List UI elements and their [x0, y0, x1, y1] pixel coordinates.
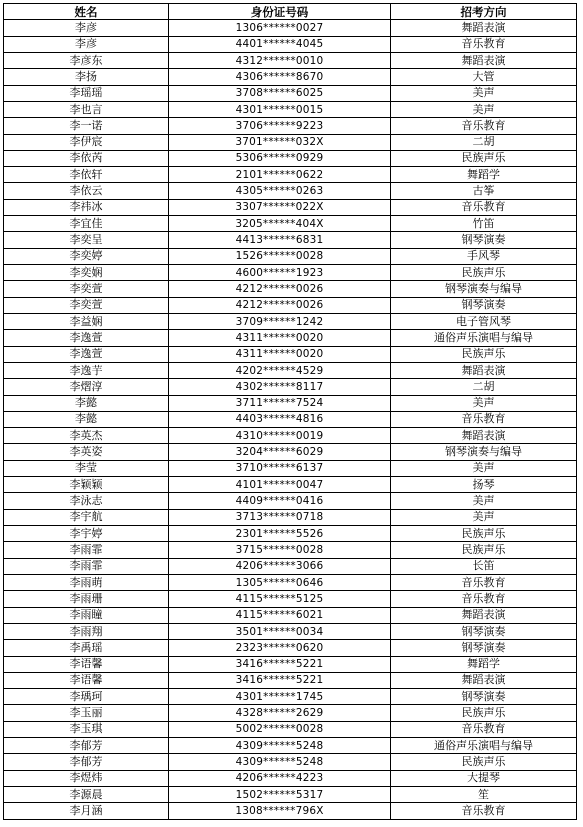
cell-id[interactable]: 3205******404X	[169, 216, 391, 232]
cell-name[interactable]: 李奕婷	[4, 248, 169, 264]
cell-name[interactable]: 李一诺	[4, 118, 169, 134]
cell-direction[interactable]: 舞蹈学	[391, 656, 577, 672]
table-row	[4, 656, 577, 672]
cell-direction[interactable]: 舞蹈表演	[391, 20, 577, 36]
cell-name[interactable]: 李依芮	[4, 150, 169, 166]
cell-id[interactable]: 3715******0028	[169, 542, 391, 558]
cell-name[interactable]: 李郁芳	[4, 738, 169, 754]
cell-id[interactable]: 4600******1923	[169, 265, 391, 281]
cell-name[interactable]: 李雨瞳	[4, 607, 169, 623]
cell-name[interactable]: 李懿	[4, 395, 169, 411]
cell-name[interactable]: 李语馨	[4, 656, 169, 672]
cell-name[interactable]: 李玉丽	[4, 705, 169, 721]
cell-name[interactable]: 李瑶瑶	[4, 85, 169, 101]
table-row	[4, 20, 577, 36]
table-row	[4, 330, 577, 346]
cell-name[interactable]: 李玉琪	[4, 721, 169, 737]
cell-name[interactable]: 李奕萱	[4, 281, 169, 297]
cell-id[interactable]: 3701******032X	[169, 134, 391, 150]
table-row	[4, 754, 577, 770]
cell-name[interactable]: 李月涵	[4, 803, 169, 819]
table-row	[4, 281, 577, 297]
cell-direction[interactable]: 音乐教育	[391, 574, 577, 590]
table-row	[4, 199, 577, 215]
table-row	[4, 36, 577, 52]
cell-direction[interactable]: 音乐教育	[391, 36, 577, 52]
cell-direction[interactable]: 民族声乐	[391, 754, 577, 770]
cell-id[interactable]: 4309******5248	[169, 754, 391, 770]
cell-direction[interactable]: 二胡	[391, 134, 577, 150]
cell-id[interactable]: 4115******6021	[169, 607, 391, 623]
table-row	[4, 803, 577, 819]
table-row	[4, 265, 577, 281]
cell-id[interactable]: 4309******5248	[169, 738, 391, 754]
cell-name[interactable]: 李逸萱	[4, 346, 169, 362]
table-row	[4, 526, 577, 542]
cell-name[interactable]: 李熠淳	[4, 379, 169, 395]
cell-name[interactable]: 李逸萱	[4, 330, 169, 346]
table-row	[4, 183, 577, 199]
cell-name[interactable]: 李宇航	[4, 509, 169, 525]
cell-direction[interactable]: 民族声乐	[391, 265, 577, 281]
cell-direction[interactable]: 钢琴演奏	[391, 623, 577, 639]
cell-name[interactable]: 李泳志	[4, 493, 169, 509]
cell-id[interactable]: 5306******0929	[169, 150, 391, 166]
cell-direction[interactable]: 音乐教育	[391, 803, 577, 819]
cell-name[interactable]: 李雨萌	[4, 574, 169, 590]
cell-direction[interactable]: 舞蹈学	[391, 167, 577, 183]
header-direction[interactable]: 招考方向	[391, 4, 577, 20]
cell-direction[interactable]: 钢琴演奏与编导	[391, 444, 577, 460]
cell-direction[interactable]: 音乐教育	[391, 199, 577, 215]
cell-name[interactable]: 李禹瑶	[4, 640, 169, 656]
table-row	[4, 787, 577, 803]
table-row	[4, 428, 577, 444]
cell-id[interactable]: 3710******6137	[169, 460, 391, 476]
cell-id[interactable]: 4409******0416	[169, 493, 391, 509]
table-row	[4, 297, 577, 313]
table-row	[4, 640, 577, 656]
cell-direction[interactable]: 钢琴演奏与编导	[391, 281, 577, 297]
cell-id[interactable]: 4401******4045	[169, 36, 391, 52]
cell-id[interactable]: 3711******7524	[169, 395, 391, 411]
cell-name[interactable]: 李雨霏	[4, 542, 169, 558]
cell-id[interactable]: 1308******796X	[169, 803, 391, 819]
cell-direction[interactable]: 手风琴	[391, 248, 577, 264]
cell-direction[interactable]: 舞蹈表演	[391, 52, 577, 68]
table-row	[4, 672, 577, 688]
cell-direction[interactable]: 大管	[391, 69, 577, 85]
cell-name[interactable]: 李依轩	[4, 167, 169, 183]
table-row	[4, 411, 577, 427]
cell-id[interactable]: 3416******5221	[169, 656, 391, 672]
table-row	[4, 134, 577, 150]
cell-direction[interactable]: 二胡	[391, 379, 577, 395]
table-row	[4, 216, 577, 232]
cell-direction[interactable]: 音乐教育	[391, 411, 577, 427]
cell-name[interactable]: 李瑀珂	[4, 689, 169, 705]
table-row	[4, 574, 577, 590]
table-row	[4, 542, 577, 558]
cell-id[interactable]: 1306******0027	[169, 20, 391, 36]
cell-direction[interactable]: 钢琴演奏	[391, 689, 577, 705]
table-row	[4, 346, 577, 362]
cell-id[interactable]: 4212******0026	[169, 281, 391, 297]
cell-direction[interactable]: 民族声乐	[391, 542, 577, 558]
cell-direction[interactable]: 通俗声乐演唱与编导	[391, 330, 577, 346]
table-row	[4, 118, 577, 134]
header-name[interactable]: 姓名	[4, 4, 169, 20]
table-row	[4, 591, 577, 607]
table-row	[4, 477, 577, 493]
cell-name[interactable]: 李彦东	[4, 52, 169, 68]
cell-direction[interactable]: 民族声乐	[391, 705, 577, 721]
cell-direction[interactable]: 美声	[391, 85, 577, 101]
table-row	[4, 150, 577, 166]
cell-name[interactable]: 李奕呈	[4, 232, 169, 248]
cell-id[interactable]: 4413******6831	[169, 232, 391, 248]
cell-id[interactable]: 4305******0263	[169, 183, 391, 199]
cell-id[interactable]: 4328******2629	[169, 705, 391, 721]
cell-id[interactable]: 3709******1242	[169, 313, 391, 329]
cell-direction[interactable]: 音乐教育	[391, 118, 577, 134]
table-row	[4, 444, 577, 460]
cell-direction[interactable]: 美声	[391, 101, 577, 117]
cell-direction[interactable]: 美声	[391, 395, 577, 411]
table-row	[4, 395, 577, 411]
cell-id[interactable]: 4311******0020	[169, 330, 391, 346]
table-row	[4, 770, 577, 786]
cell-direction[interactable]: 竹笛	[391, 216, 577, 232]
cell-direction[interactable]: 音乐教育	[391, 721, 577, 737]
cell-name[interactable]: 李莹	[4, 460, 169, 476]
cell-id[interactable]: 2101******0622	[169, 167, 391, 183]
cell-direction[interactable]: 钢琴演奏	[391, 640, 577, 656]
cell-name[interactable]: 李依云	[4, 183, 169, 199]
cell-direction[interactable]: 舞蹈表演	[391, 428, 577, 444]
cell-direction[interactable]: 古筝	[391, 183, 577, 199]
cell-name[interactable]: 李懿	[4, 411, 169, 427]
table-row	[4, 689, 577, 705]
cell-name[interactable]: 李雨霏	[4, 558, 169, 574]
cell-direction[interactable]: 民族声乐	[391, 150, 577, 166]
cell-id[interactable]: 5002******0028	[169, 721, 391, 737]
cell-direction[interactable]: 电子管风琴	[391, 313, 577, 329]
cell-id[interactable]: 1526******0028	[169, 248, 391, 264]
cell-id[interactable]: 4206******4223	[169, 770, 391, 786]
cell-name[interactable]: 李源晨	[4, 787, 169, 803]
table-body	[4, 20, 577, 819]
table-row	[4, 558, 577, 574]
cell-id[interactable]: 3204******6029	[169, 444, 391, 460]
cell-id[interactable]: 4115******5125	[169, 591, 391, 607]
cell-id[interactable]: 4202******4529	[169, 362, 391, 378]
cell-id[interactable]: 4101******0047	[169, 477, 391, 493]
cell-direction[interactable]: 美声	[391, 493, 577, 509]
cell-id[interactable]: 4403******4816	[169, 411, 391, 427]
cell-id[interactable]: 4301******0015	[169, 101, 391, 117]
cell-name[interactable]: 李雨珊	[4, 591, 169, 607]
cell-id[interactable]: 3706******9223	[169, 118, 391, 134]
cell-id[interactable]: 4212******0026	[169, 297, 391, 313]
cell-direction[interactable]: 钢琴演奏	[391, 297, 577, 313]
cell-name[interactable]: 李英姿	[4, 444, 169, 460]
cell-direction[interactable]: 通俗声乐演唱与编导	[391, 738, 577, 754]
table-row	[4, 313, 577, 329]
cell-name[interactable]: 李逸芋	[4, 362, 169, 378]
cell-name[interactable]: 李煜炜	[4, 770, 169, 786]
cell-direction[interactable]: 民族声乐	[391, 526, 577, 542]
table-row	[4, 705, 577, 721]
cell-name[interactable]: 李祎冰	[4, 199, 169, 215]
cell-name[interactable]: 李宜佳	[4, 216, 169, 232]
table-row	[4, 248, 577, 264]
cell-id[interactable]: 1502******5317	[169, 787, 391, 803]
cell-name[interactable]: 李语馨	[4, 672, 169, 688]
table-row	[4, 623, 577, 639]
cell-direction[interactable]: 舞蹈表演	[391, 607, 577, 623]
table-row	[4, 738, 577, 754]
table-row	[4, 721, 577, 737]
cell-direction[interactable]: 舞蹈表演	[391, 362, 577, 378]
cell-direction[interactable]: 民族声乐	[391, 346, 577, 362]
cell-direction[interactable]: 笙	[391, 787, 577, 803]
table-row	[4, 85, 577, 101]
cell-name[interactable]: 李雨翔	[4, 623, 169, 639]
cell-id[interactable]: 1305******0646	[169, 574, 391, 590]
cell-name[interactable]: 李彦	[4, 36, 169, 52]
header-row	[4, 4, 577, 20]
table-row	[4, 167, 577, 183]
table-row	[4, 232, 577, 248]
cell-id[interactable]: 3501******0034	[169, 623, 391, 639]
cell-id[interactable]: 4311******0020	[169, 346, 391, 362]
cell-id[interactable]: 2323******0620	[169, 640, 391, 656]
cell-direction[interactable]: 美声	[391, 460, 577, 476]
cell-name[interactable]: 李益娴	[4, 313, 169, 329]
table-row	[4, 379, 577, 395]
cell-name[interactable]: 李郁芳	[4, 754, 169, 770]
table-row	[4, 101, 577, 117]
cell-id[interactable]: 4302******8117	[169, 379, 391, 395]
cell-name[interactable]: 李奕娴	[4, 265, 169, 281]
cell-id[interactable]: 4312******0010	[169, 52, 391, 68]
cell-id[interactable]: 3713******0718	[169, 509, 391, 525]
cell-id[interactable]: 4310******0019	[169, 428, 391, 444]
cell-id[interactable]: 4301******1745	[169, 689, 391, 705]
cell-id[interactable]: 3708******6025	[169, 85, 391, 101]
cell-direction[interactable]: 音乐教育	[391, 591, 577, 607]
header-id[interactable]: 身份证号码	[169, 4, 391, 20]
cell-direction[interactable]: 长笛	[391, 558, 577, 574]
table-row	[4, 509, 577, 525]
cell-name[interactable]: 李英杰	[4, 428, 169, 444]
table-row	[4, 69, 577, 85]
cell-name[interactable]: 李伊宸	[4, 134, 169, 150]
table-row	[4, 52, 577, 68]
cell-id[interactable]: 4206******3066	[169, 558, 391, 574]
cell-direction[interactable]: 大提琴	[391, 770, 577, 786]
table-row	[4, 362, 577, 378]
cell-name[interactable]: 李颖颖	[4, 477, 169, 493]
cell-id[interactable]: 3416******5221	[169, 672, 391, 688]
cell-name[interactable]: 李也言	[4, 101, 169, 117]
cell-id[interactable]: 4306******8670	[169, 69, 391, 85]
cell-id[interactable]: 3307******022X	[169, 199, 391, 215]
table-row	[4, 607, 577, 623]
cell-direction[interactable]: 钢琴演奏	[391, 232, 577, 248]
candidate-table	[3, 3, 577, 820]
table-row	[4, 493, 577, 509]
cell-name[interactable]: 李扬	[4, 69, 169, 85]
cell-name[interactable]: 李彦	[4, 20, 169, 36]
cell-name[interactable]: 李奕萱	[4, 297, 169, 313]
cell-direction[interactable]: 美声	[391, 509, 577, 525]
cell-id[interactable]: 2301******5526	[169, 526, 391, 542]
cell-name[interactable]: 李宇婷	[4, 526, 169, 542]
cell-direction[interactable]: 舞蹈表演	[391, 672, 577, 688]
table-row	[4, 460, 577, 476]
cell-direction[interactable]: 扬琴	[391, 477, 577, 493]
spreadsheet	[3, 3, 577, 820]
